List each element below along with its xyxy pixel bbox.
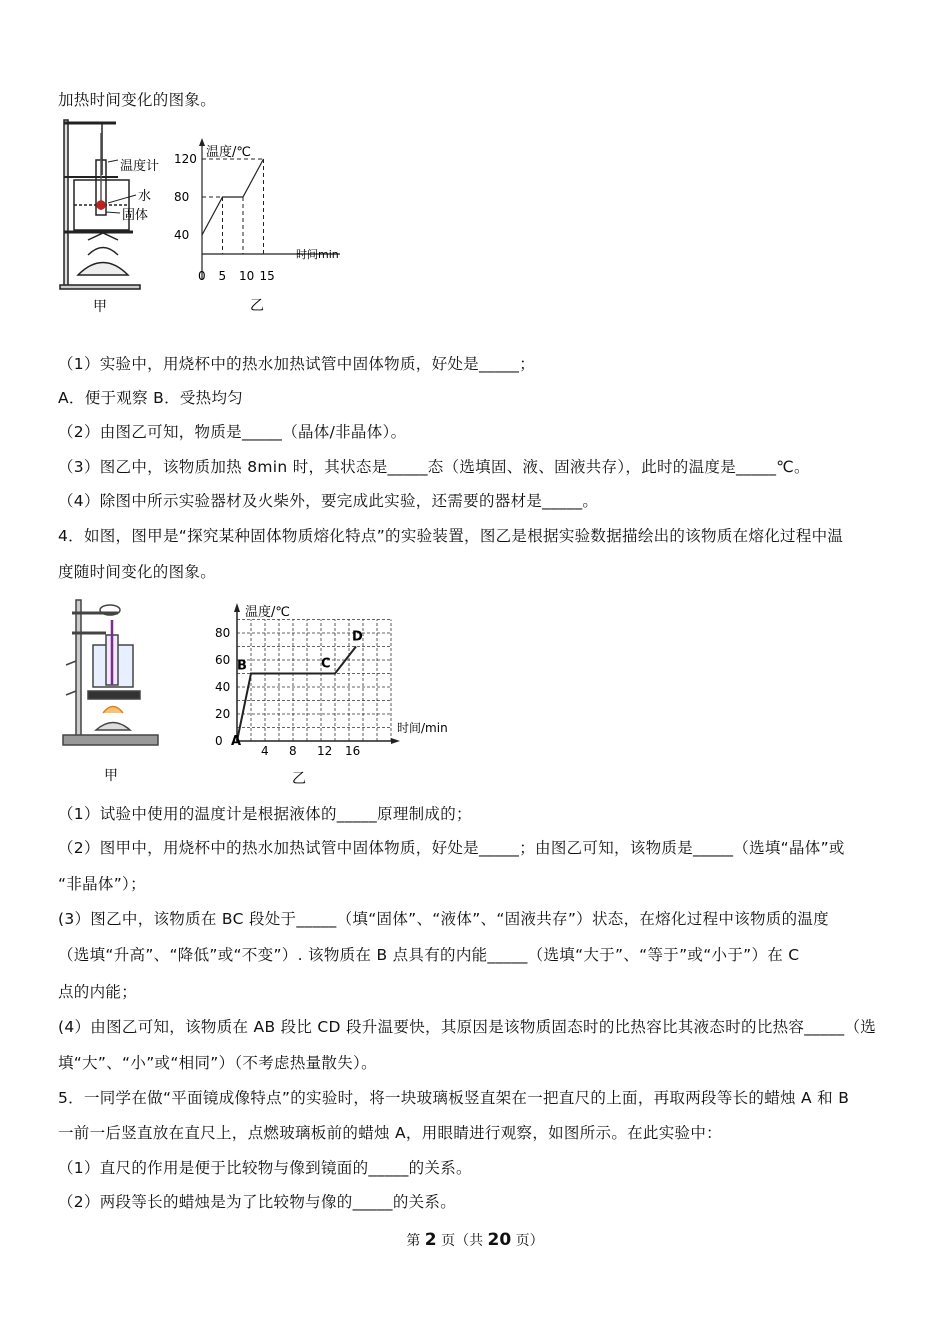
q4-line-6: (3）图乙中，该物质在 BC 段处于_____（填“固体”、“液体”、“固液共存”）状态，在熔化过程中该物质的温度 bbox=[58, 910, 829, 928]
chart2-xtick-label: 16 bbox=[345, 744, 361, 758]
chart1-y-arrow bbox=[199, 138, 205, 146]
figure-1-chart bbox=[170, 130, 370, 320]
q4-line-2: 度随时间变化的图象。 bbox=[58, 563, 217, 581]
chart2-ytick-label: 20 bbox=[215, 707, 231, 721]
fig1-jia-label: 甲 bbox=[93, 299, 107, 315]
q4-line-3: （1）试验中使用的温度计是根据液体的_____原理制成的； bbox=[58, 805, 472, 823]
chart2-ytick-label: 0 bbox=[215, 734, 223, 748]
chart1-ytick-label: 120 bbox=[174, 152, 197, 166]
q4-line-5: “非晶体”）； bbox=[58, 875, 146, 893]
fig2-yi-label: 乙 bbox=[292, 771, 306, 787]
q3-line-4: （3）图乙中，该物质加热 8min 时，其状态是_____态（选填固、液、固液共存），此时的温度是_____℃。 bbox=[58, 458, 810, 476]
chart2-xtick-label: 4 bbox=[261, 744, 269, 758]
water-label: 水 bbox=[138, 189, 152, 204]
q3-line-5: （4）除图中所示实验器材及火柴外，要完成此实验，还需要的器材是_____。 bbox=[58, 492, 599, 510]
footer-mid: 页（共 bbox=[436, 1233, 488, 1249]
fig1-yi-label: 乙 bbox=[250, 298, 264, 314]
chart2-y-arrow bbox=[234, 603, 240, 612]
page-footer bbox=[0, 1230, 950, 1250]
chart2-ytick-label: 60 bbox=[215, 653, 231, 667]
footer-page-number: 2 bbox=[424, 1230, 437, 1250]
chart2-point-label: B bbox=[237, 658, 247, 674]
chart2-ytick-label: 40 bbox=[215, 680, 231, 694]
chart2-ylabel: 温度/℃ bbox=[245, 605, 290, 620]
chart1-ytick-label: 40 bbox=[174, 228, 190, 242]
chart2-series-line bbox=[237, 647, 356, 742]
chart2-point-label: A bbox=[231, 734, 242, 749]
figure-2-chart bbox=[205, 598, 470, 790]
chart2-xlabel: 时间/min bbox=[397, 721, 448, 735]
chart1-xtick-label: 10 bbox=[239, 269, 255, 283]
chart1-xlabel: 时间min bbox=[296, 248, 339, 261]
chart1-xtick-label: 15 bbox=[259, 269, 275, 283]
q5-line-1: 5．一同学在做“平面镜成像特点”的实验时，将一块玻璃板竖直架在一把直尺的上面，再取两段等长的蜡烛 A 和 B bbox=[58, 1089, 850, 1107]
fig2-jia-label: 甲 bbox=[104, 768, 118, 784]
q5-line-2: 一前一后竖直放在直尺上，点燃玻璃板前的蜡烛 A，用眼睛进行观察，如图所示。在此实验中： bbox=[58, 1124, 722, 1142]
figure-1-apparatus bbox=[58, 115, 188, 320]
chart1-ylabel: 温度/℃ bbox=[206, 145, 251, 160]
q4-line-9: (4）由图乙可知，该物质在 AB 段比 CD 段升温要快，其原因是该物质固态时的比热容比其液态时的比热容_____（选 bbox=[58, 1018, 877, 1036]
chart2-point-label: D bbox=[352, 629, 363, 645]
chart2-ytick-label: 80 bbox=[215, 626, 231, 640]
q4-line-10: 填“大”、“小”或“相同”）（不考虑热量散失）。 bbox=[58, 1054, 377, 1072]
q5-line-4: （2）两段等长的蜡烛是为了比较物与像的_____的关系。 bbox=[58, 1193, 457, 1211]
q4-line-8: 点的内能； bbox=[58, 983, 138, 1001]
intro-text: 加热时间变化的图象。 bbox=[58, 91, 217, 109]
chart2-point-label: C bbox=[321, 656, 331, 672]
chart1-xtick-label: 0 bbox=[198, 269, 206, 283]
footer-prefix: 第 bbox=[406, 1233, 425, 1249]
thermometer-label: 温度计 bbox=[120, 159, 160, 174]
chart2-x-arrow bbox=[391, 738, 400, 744]
chart1-xtick-label: 5 bbox=[218, 269, 227, 283]
q4-line-1: 4．如图，图甲是“探究某种固体物质熔化特点”的实验装置，图乙是根据实验数据描绘出的该物质在熔化过程中温 bbox=[58, 527, 844, 545]
q3-line-2: A．便于观察 B．受热均匀 bbox=[58, 389, 244, 407]
chart1-ytick-label: 80 bbox=[174, 190, 190, 204]
q3-line-1: （1）实验中，用烧杯中的热水加热试管中固体物质，好处是_____； bbox=[58, 355, 536, 373]
q3-line-3: （2）由图乙可知，物质是_____（晶体/非晶体）。 bbox=[58, 423, 407, 441]
q4-line-7: （选填“升高”、“降低”或“不变”）. 该物质在 B 点具有的内能_____（选填“大于”、“等于”或“小于”）在 C bbox=[58, 946, 800, 964]
q4-line-4: （2）图甲中，用烧杯中的热水加热试管中固体物质，好处是_____；由图乙可知，该物质是_____（选填“晶体”或 bbox=[58, 839, 845, 857]
footer-suffix: 页） bbox=[511, 1233, 544, 1249]
chart2-xtick-label: 12 bbox=[317, 744, 333, 758]
q5-line-3: （1）直尺的作用是便于比较物与像到镜面的_____的关系。 bbox=[58, 1159, 472, 1177]
solid-label: 固体 bbox=[122, 208, 149, 223]
figure-2-apparatus bbox=[58, 595, 168, 790]
chart2-xtick-label: 8 bbox=[289, 744, 297, 758]
footer-total-pages: 20 bbox=[487, 1230, 512, 1250]
